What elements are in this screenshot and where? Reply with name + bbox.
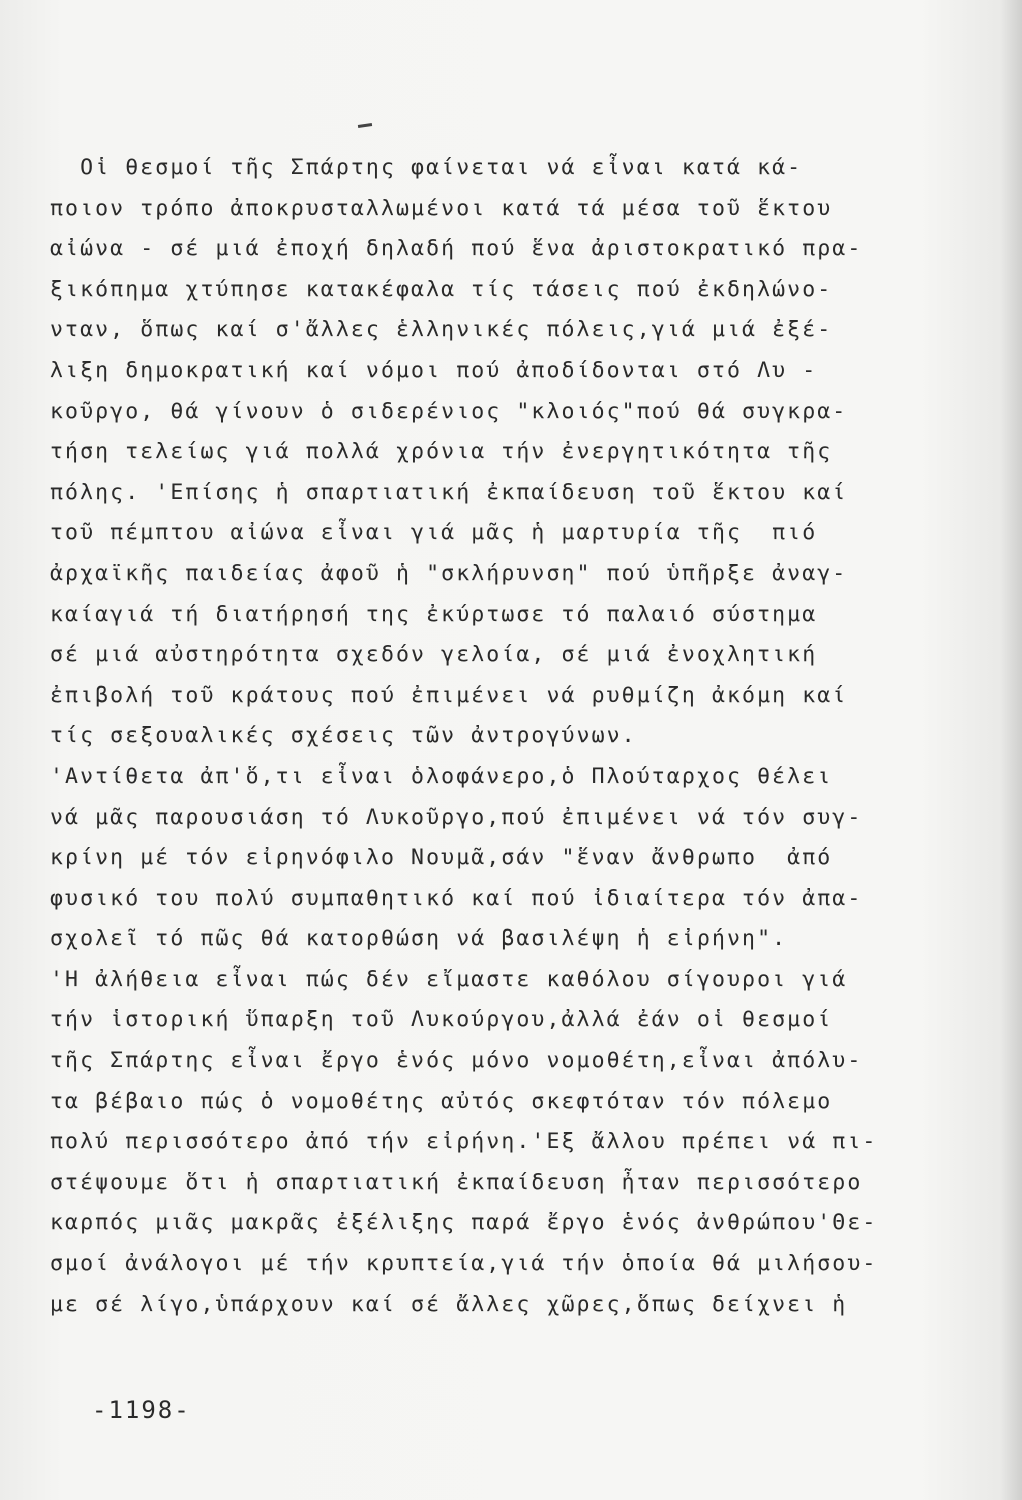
text-line: καίαγιά τή διατήρησή της ἐκύρτωσε τό παλαιό σύστημα	[50, 601, 818, 627]
text-line: πολύ περισσότερο ἀπό τήν εἰρήνη.'Εξ ἄλλου πρέπει νά πι-	[50, 1129, 878, 1155]
page-number: -1198-	[92, 1396, 191, 1424]
text-line: τήν ἱστορική ὕπαρξη τοῦ Λυκούργου,ἀλλά ἐάν οἱ θεσμοί	[50, 1007, 833, 1033]
text-line: Οἱ θεσμοί τῆς Σπάρτης φαίνεται νά εἶναι κατά κά-	[50, 155, 803, 180]
text-line: αἰώνα - σέ μιά ἐποχή δηλαδή πού ἕνα ἀριστοκρατικό πρα-	[50, 236, 863, 262]
text-line: πόλης. 'Επίσης ἡ σπαρτιατική ἐκπαίδευση τοῦ ἕκτου καί	[50, 479, 848, 505]
text-line: σέ μιά αὐστηρότητα σχεδόν γελοία, σέ μιά ἐνοχλητική	[50, 642, 818, 668]
text-line: 'Αντίθετα ἀπ'ὅ,τι εἶναι ὁλοφάνερο,ὁ Πλούταρχος θέλει	[50, 763, 833, 789]
text-line: τήση τελείως γιά πολλά χρόνια τήν ἐνεργητικότητα τῆς	[50, 439, 833, 465]
text-line: φυσικό του πολύ συμπαθητικό καί πού ἰδιαίτερα τόν ἀπα-	[50, 885, 863, 911]
text-line: σμοί ἀνάλογοι μέ τήν κρυπτεία,γιά τήν ὁποία θά μιλήσου-	[50, 1251, 878, 1277]
text-line: κρίνη μέ τόν εἰρηνόφιλο Νουμᾶ,σάν "ἕναν ἄνθρωπο ἀπό	[50, 845, 833, 871]
text-line: τῆς Σπάρτης εἶναι ἔργο ἑνός μόνο νομοθέτη,εἶναι ἀπόλυ-	[50, 1048, 863, 1074]
text-line: λιξη δημοκρατική καί νόμοι πού ἀποδίδονται στό Λυ -	[50, 357, 818, 383]
text-line: στέψουμε ὅτι ἡ σπαρτιατική ἐκπαίδευση ἦταν περισσότερο	[50, 1169, 863, 1195]
text-line: τίς σεξουαλικές σχέσεις τῶν ἀντρογύνων.	[50, 723, 637, 749]
text-line: νά μᾶς παρουσιάση τό Λυκοῦργο,πού ἐπιμένει νά τόν συγ-	[50, 804, 863, 830]
text-line: ἐπιβολή τοῦ κράτους πού ἐπιμένει νά ρυθμίζη ἀκόμη καί	[50, 682, 848, 708]
text-line: τα βέβαιο πώς ὁ νομοθέτης αὐτός σκεφτόταν τόν πόλεμο	[50, 1088, 833, 1114]
page-edge-shadow	[1000, 0, 1022, 1500]
ink-mark	[358, 123, 372, 128]
text-line: σχολεῖ τό πῶς θά κατορθώση νά βασιλέψη ἡ εἰρήνη".	[50, 926, 788, 952]
text-line: τοῦ πέμπτου αἰώνα εἶναι γιά μᾶς ἡ μαρτυρία τῆς πιό	[50, 520, 818, 546]
text-line: με σέ λίγο,ὑπάρχουν καί σέ ἄλλες χῶρες,ὅπως δείχνει ἡ	[50, 1291, 848, 1317]
text-line: ποιον τρόπο ἀποκρυσταλλωμένοι κατά τά μέσα τοῦ ἕκτου	[50, 195, 833, 221]
text-line: 'Η ἀλήθεια εἶναι πώς δέν εἴμαστε καθόλου σίγουροι γιά	[50, 966, 848, 992]
text-line: ἀρχαϊκῆς παιδείας ἀφοῦ ἡ "σκλήρυνση" πού ὑπῆρξε ἀναγ-	[50, 560, 848, 586]
text-line: νταν, ὅπως καί σ'ἄλλες ἑλληνικές πόλεις,γιά μιά ἐξέ-	[50, 317, 833, 343]
text-line: ξικόπημα χτύπησε κατακέφαλα τίς τάσεις πού ἐκδηλώνο-	[50, 276, 833, 302]
text-line: καρπός μιᾶς μακρᾶς ἐξέλιξης παρά ἔργο ἑνός ἀνθρώπου'Θε-	[50, 1210, 878, 1236]
text-line: κοῦργο, θά γίνουν ὁ σιδερένιος "κλοιός"πού θά συγκρα-	[50, 398, 848, 424]
body-text	[50, 148, 975, 1325]
